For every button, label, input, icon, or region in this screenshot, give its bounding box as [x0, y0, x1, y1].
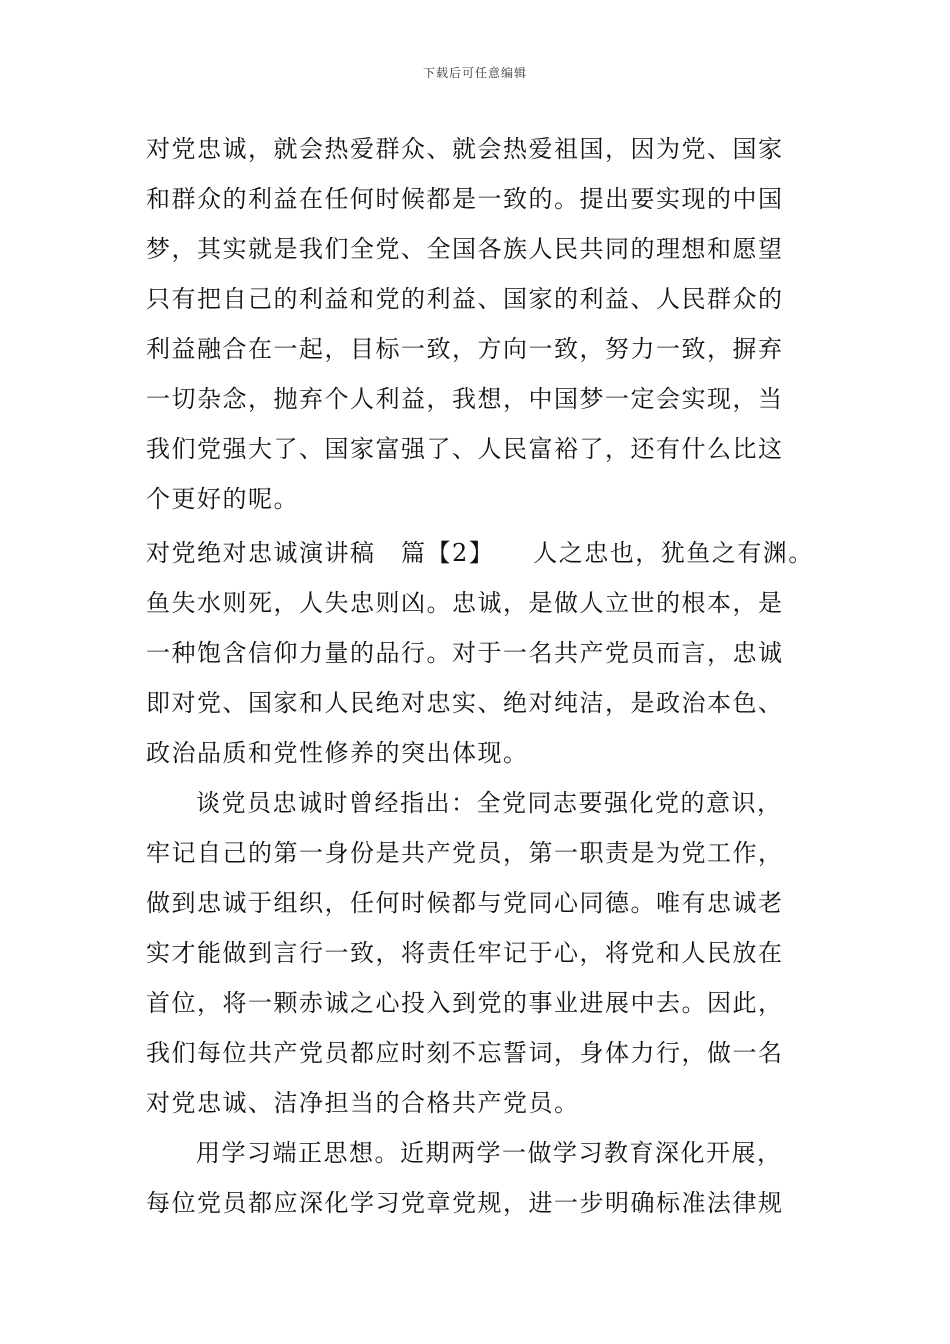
page-header: 下载后可任意编辑 — [422, 66, 527, 80]
text-line: 首位，将一颗赤诚之心投入到党的事业进展中去。因此， — [146, 989, 784, 1017]
text-line: 对党忠诚，就会热爱群众、就会热爱祖国，因为党、国家 — [146, 135, 784, 163]
text-line: 个更好的呢。 — [146, 485, 299, 513]
text-line: 每位党员都应深化学习党章党规，进一步明确标准法律规 — [146, 1189, 784, 1217]
text-line: 梦，其实就是我们全党、全国各族人民共同的理想和愿望 — [146, 235, 784, 263]
text-line: 和群众的利益在任何时候都是一致的。提出要实现的中国 — [146, 185, 784, 213]
paragraph-4 — [146, 1128, 826, 1228]
text-line: 只有把自己的利益和党的利益、国家的利益、人民群众的 — [146, 285, 784, 313]
document-body — [146, 124, 826, 1228]
paragraph-1 — [146, 124, 826, 524]
text-line: 利益融合在一起，目标一致，方向一致，努力一致，摒弃 — [146, 335, 784, 363]
text-line: 即对党、国家和人民绝对忠实、绝对纯洁，是政治本色、 — [146, 689, 784, 717]
text-line: 政治品质和党性修养的突出体现。 — [146, 739, 529, 767]
text-line: 我们每位共产党员都应时刻不忘誓词，身体力行，做一名 — [146, 1039, 784, 1067]
paragraph-2 — [146, 528, 826, 778]
text-line: 牢记自己的第一身份是共产党员，第一职责是为党工作， — [146, 839, 784, 867]
text-line: 谈党员忠诚时曾经指出：全党同志要强化党的意识， — [196, 789, 783, 817]
text-line: 鱼失水则死，人失忠则凶。忠诚，是做人立世的根本，是 — [146, 589, 784, 617]
text-line: 我们党强大了、国家富强了、人民富裕了，还有什么比这 — [146, 435, 784, 463]
section-heading-line: 对党绝对忠诚演讲稿 篇【2】 人之忠也，犹鱼之有渊。 — [146, 539, 814, 567]
text-line: 对党忠诚、洁净担当的合格共产党员。 — [146, 1089, 580, 1117]
paragraph-3 — [146, 778, 826, 1128]
text-line: 一切杂念，抛弃个人利益，我想，中国梦一定会实现，当 — [146, 385, 784, 413]
text-line: 用学习端正思想。近期两学一做学习教育深化开展， — [196, 1139, 783, 1167]
text-line: 实才能做到言行一致，将责任牢记于心，将党和人民放在 — [146, 939, 784, 967]
text-line: 做到忠诚于组织，任何时候都与党同心同德。唯有忠诚老 — [146, 889, 784, 917]
text-line: 一种饱含信仰力量的品行。对于一名共产党员而言，忠诚 — [146, 639, 784, 667]
